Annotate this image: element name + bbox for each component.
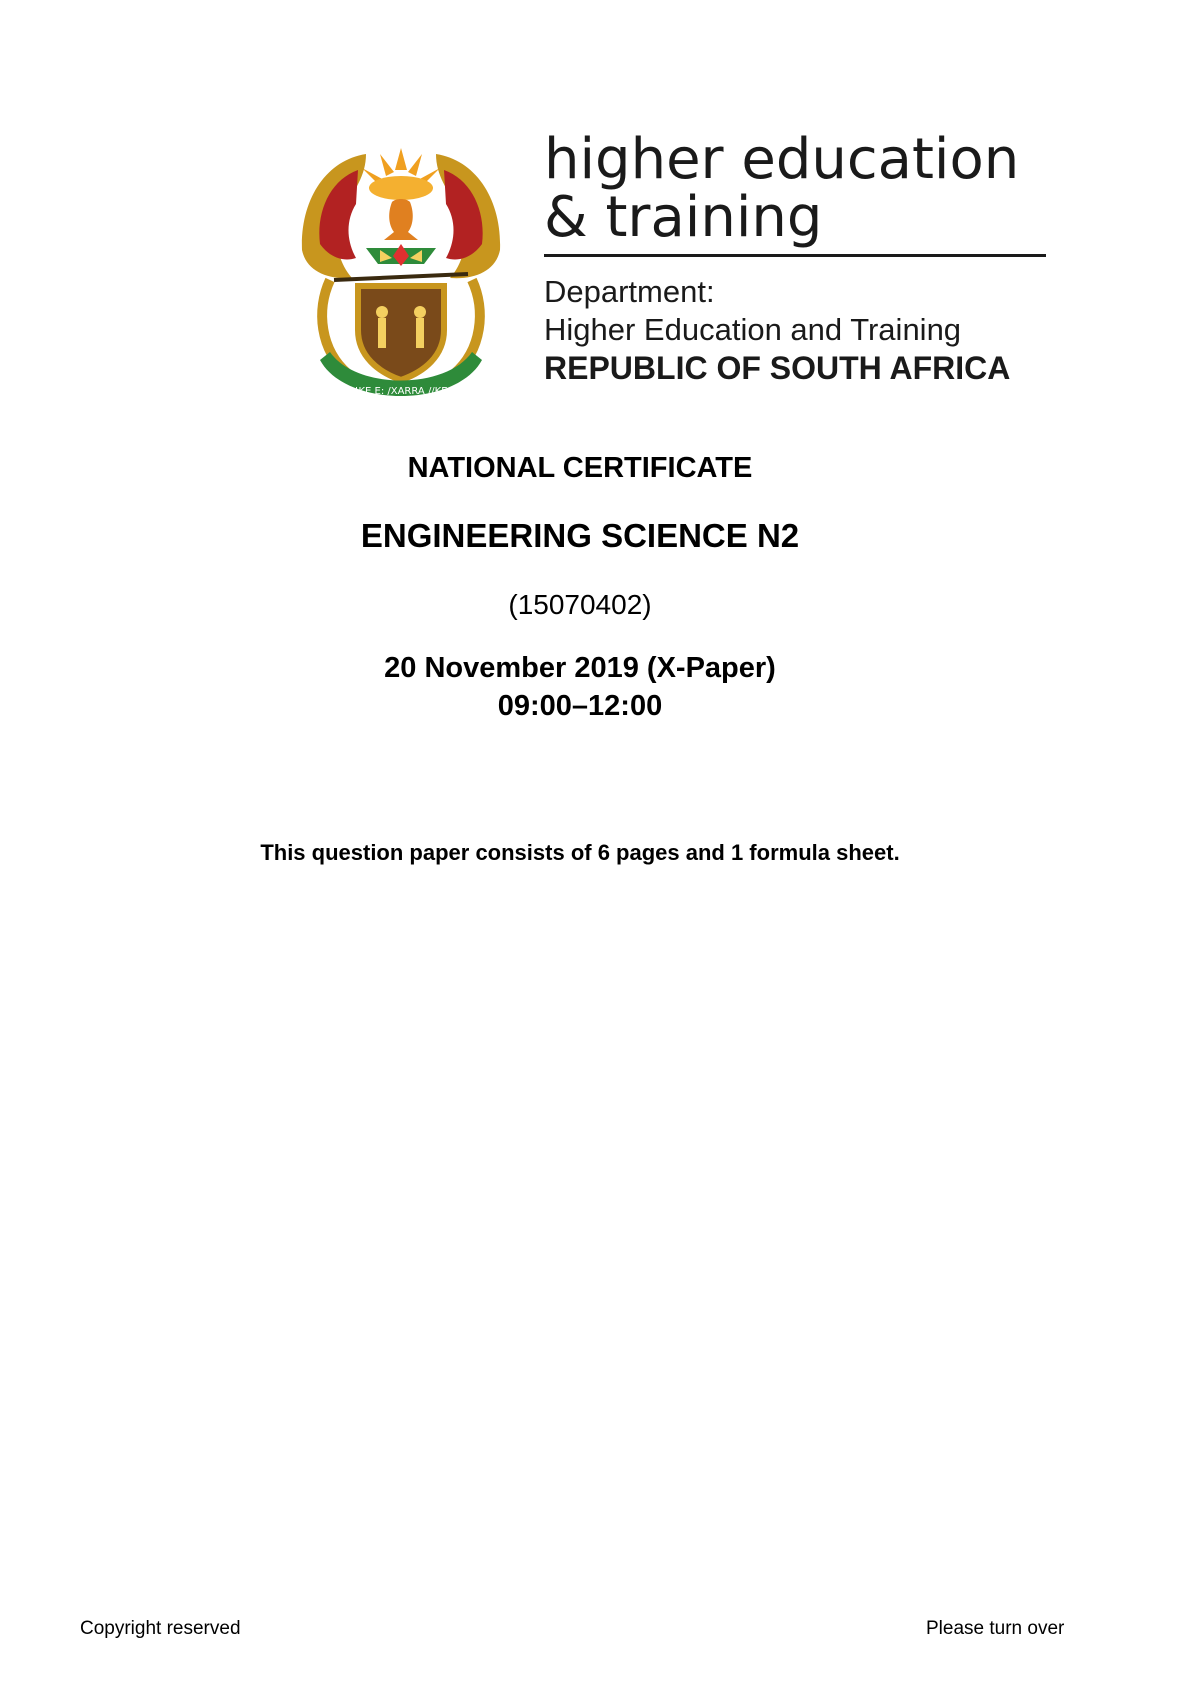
brand-title-line2: & training [544, 185, 823, 250]
page-count-note: This question paper consists of 6 pages and 1 formula sheet. [260, 840, 900, 865]
country-name: REPUBLIC OF SOUTH AFRICA [544, 350, 1011, 386]
copyright-notice: Copyright reserved [80, 1618, 241, 1639]
certificate-title: NATIONAL CERTIFICATE [407, 452, 753, 484]
subject-code: (15070402) [508, 589, 652, 620]
turn-over-notice: Please turn over [926, 1618, 1065, 1639]
department-full-name: Higher Education and Training [544, 312, 962, 347]
subject-title: ENGINEERING SCIENCE N2 [360, 517, 800, 554]
department-name [544, 273, 1054, 387]
sun-icon [362, 148, 440, 200]
brand-block [544, 127, 1054, 387]
coat-of-arms-logo [296, 140, 506, 410]
exam-date: 20 November 2019 (X-Paper) [384, 652, 776, 684]
exam-time: 09:00–12:00 [497, 690, 663, 722]
brand-title-line1: higher education [544, 127, 1020, 192]
department-label: Department: [544, 274, 715, 309]
logo-motto: !KE E: /XARRA //KE [354, 386, 448, 397]
department-header [296, 127, 1056, 422]
brand-divider [544, 254, 1046, 257]
